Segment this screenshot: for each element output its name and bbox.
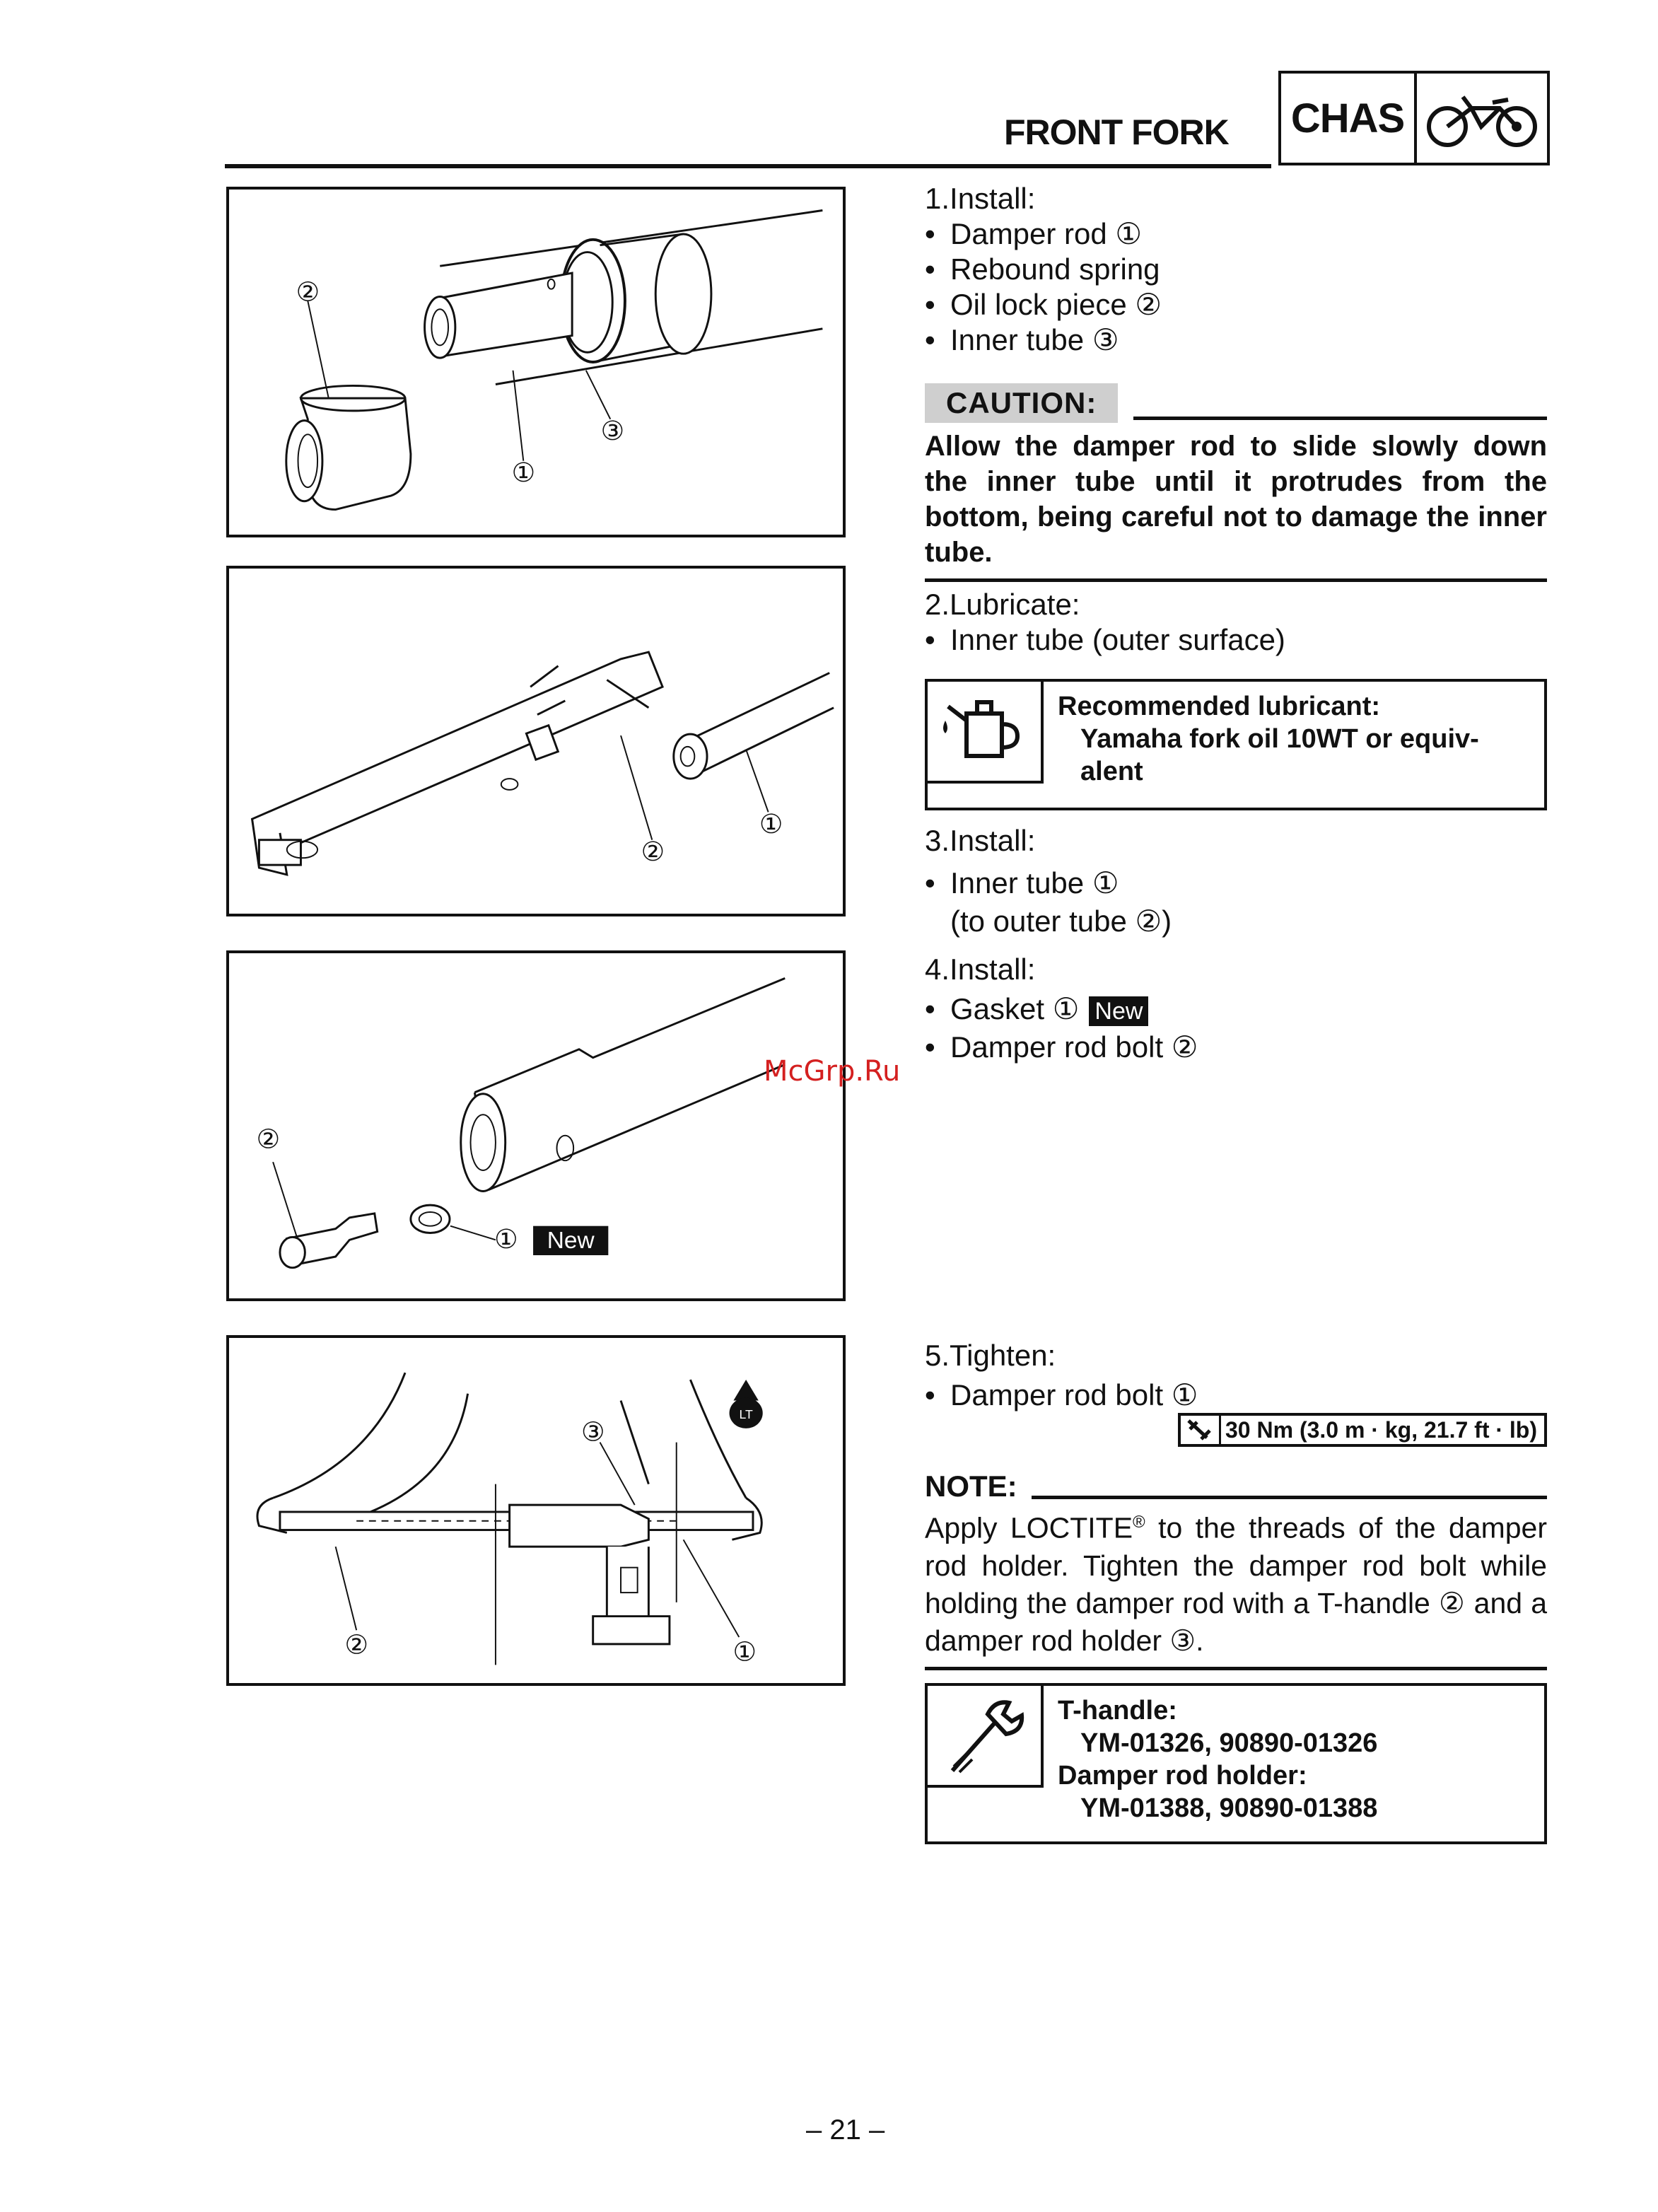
- step-1: [925, 181, 1547, 358]
- note-bottom-rule: [925, 1667, 1547, 1670]
- caution-label: CAUTION:: [925, 383, 1118, 423]
- special-tool-box: [925, 1683, 1547, 1844]
- registered-mark: ®: [1133, 1513, 1145, 1532]
- fig2-callout-2: ②: [641, 836, 665, 868]
- list-item: • Oil lock piece ②: [925, 287, 1547, 322]
- fig3-callout-1: ①: [494, 1223, 518, 1255]
- fig4-callout-2: ②: [344, 1629, 368, 1660]
- watermark: McGrp.Ru: [764, 1055, 901, 1088]
- list-item: • Inner tube (outer surface): [925, 622, 1547, 658]
- list-item: • Damper rod ①: [925, 216, 1547, 252]
- page-number: – 21 –: [806, 2114, 885, 2146]
- step-4: [925, 952, 1547, 1065]
- fig3-callout-2: ②: [256, 1123, 280, 1155]
- note-text-a: Apply LOCTITE: [925, 1511, 1133, 1544]
- lubricant-text: [1044, 682, 1493, 808]
- section-badge: [1278, 71, 1550, 165]
- caution-block: [925, 383, 1547, 582]
- note-text-b: to the threads of the damper rod holder. Tighten the damper rod bolt while holding the damper rod with a T-handle ② and a damper rod holder ③.: [925, 1511, 1547, 1657]
- step-2-title: 2.Lubricate:: [925, 588, 1080, 621]
- fig1-callout-3: ③: [600, 415, 624, 447]
- step-4-title: 4.Install:: [925, 953, 1036, 986]
- list-item: • Damper rod bolt ①: [925, 1378, 1547, 1413]
- motorcycle-icon: [1417, 74, 1547, 163]
- holder-label: Damper rod holder:: [1058, 1761, 1307, 1791]
- page-title: FRONT FORK: [1004, 112, 1229, 152]
- note-label: NOTE:: [925, 1469, 1017, 1503]
- header-rule: [225, 164, 1271, 168]
- fig1-callout-1: ①: [511, 457, 536, 489]
- gasket-label: Gasket ①: [950, 992, 1080, 1025]
- figure-inner-tube-lubricate: [226, 566, 846, 916]
- new-badge: New: [1089, 996, 1148, 1026]
- torque-row: [925, 1413, 1547, 1447]
- t-handle-part-numbers: YM-01326, 90890-01326: [1080, 1728, 1378, 1758]
- list-item: [925, 991, 1547, 1027]
- fig4-callout-3: ③: [580, 1416, 605, 1448]
- step-1-title: 1.Install:: [925, 182, 1036, 215]
- step-5-title: 5.Tighten:: [925, 1339, 1056, 1372]
- torque-value: 30 Nm (3.0 m · kg, 21.7 ft · lb): [1225, 1416, 1537, 1443]
- step-3-title: 3.Install:: [925, 824, 1036, 857]
- caution-rule: [1133, 417, 1547, 420]
- lubricant-value-cont: alent: [1080, 757, 1143, 786]
- special-tool-text: [1044, 1686, 1391, 1841]
- lubricant-box: [925, 679, 1547, 810]
- torque-spec: [1178, 1413, 1547, 1447]
- list-item: • Inner tube ①: [925, 866, 1547, 901]
- new-badge: New: [547, 1228, 595, 1255]
- figure-damper-rod-bolt: [226, 950, 846, 1301]
- list-item: • Damper rod bolt ②: [925, 1030, 1547, 1065]
- fig4-callout-1: ①: [732, 1636, 757, 1667]
- caution-bottom-rule: [925, 578, 1547, 582]
- list-item: • Inner tube ③: [925, 322, 1547, 358]
- note-text: [925, 1503, 1547, 1660]
- lubricant-label: Recommended lubricant:: [1058, 692, 1381, 721]
- lubricant-value: Yamaha fork oil 10WT or equiv-: [1080, 724, 1479, 754]
- torque-wrench-icon: [1181, 1416, 1221, 1444]
- figure-damper-rod-install: [226, 187, 846, 537]
- special-tool-icon: [928, 1686, 1044, 1788]
- note-rule: [1032, 1496, 1547, 1499]
- section-label: CHAS: [1281, 74, 1417, 163]
- list-item: • Rebound spring: [925, 252, 1547, 287]
- fig1-callout-2: ②: [296, 276, 320, 308]
- holder-part-numbers: YM-01388, 90890-01388: [1080, 1793, 1378, 1823]
- caution-text: Allow the damper rod to slide slowly down the inner tube until it protrudes from the bottom, being careful not to damage the inner tube.: [925, 431, 1547, 568]
- t-handle-label: T-handle:: [1058, 1696, 1177, 1725]
- step-3: [925, 823, 1547, 939]
- note-block: [925, 1469, 1547, 1670]
- step-5: [925, 1338, 1547, 1447]
- figure-tighten-bolt: [226, 1335, 846, 1686]
- fig2-callout-1: ①: [759, 808, 783, 839]
- step-2: [925, 587, 1547, 658]
- list-item-note: (to outer tube ②): [950, 904, 1172, 938]
- oil-can-icon: [928, 682, 1044, 784]
- lt-icon: LT: [739, 1407, 753, 1422]
